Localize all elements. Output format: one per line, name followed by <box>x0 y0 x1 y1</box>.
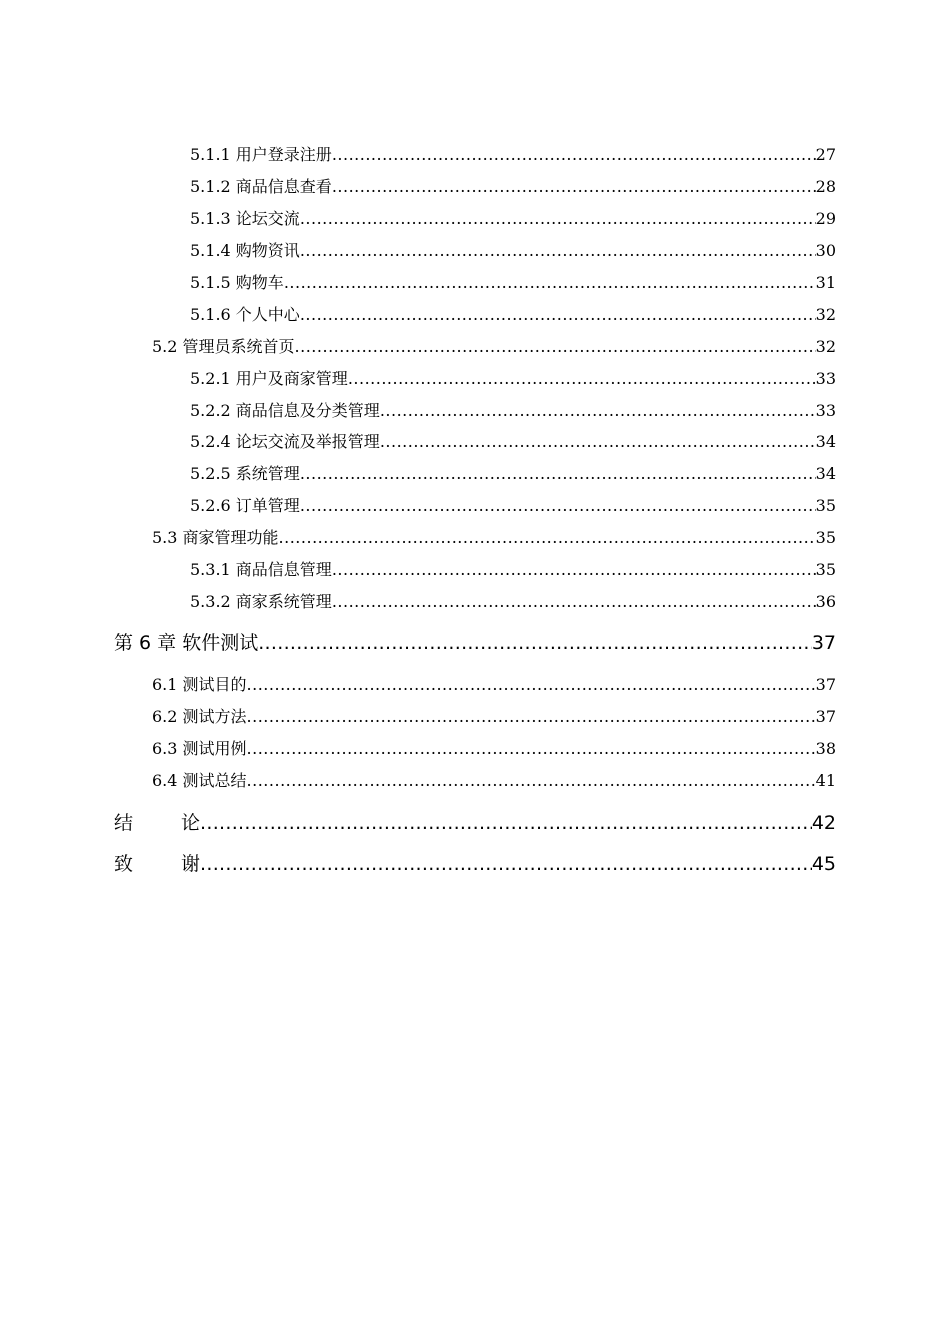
toc-entry-5-1-6[interactable] <box>190 302 836 325</box>
toc-page-number: 32 <box>815 305 836 324</box>
toc-dot-leader <box>247 707 816 726</box>
toc-entry-5-2[interactable] <box>152 334 836 357</box>
toc-entry-5-1-4[interactable] <box>190 238 836 261</box>
toc-dot-leader <box>332 177 816 196</box>
toc-dot-leader <box>200 853 812 875</box>
toc-dot-leader <box>332 592 816 611</box>
toc-dot-leader <box>380 401 816 420</box>
toc-dot-leader <box>332 145 816 164</box>
toc-entry-6-3[interactable] <box>152 736 836 759</box>
toc-page-number: 33 <box>815 369 836 388</box>
toc-page-number: 31 <box>815 273 836 292</box>
toc-page-number: 45 <box>811 853 836 875</box>
toc-entry-chapter-6[interactable] <box>114 628 836 655</box>
toc-entry-label: 第 6 章 软件测试 <box>114 632 259 654</box>
toc-dot-leader <box>300 464 816 483</box>
toc-page-number: 42 <box>811 812 836 834</box>
toc-entry-6-1[interactable] <box>152 672 836 695</box>
toc-page-number: 28 <box>815 177 836 196</box>
toc-entry-5-2-1[interactable] <box>190 366 836 389</box>
toc-entry-5-1-2[interactable] <box>190 174 836 197</box>
toc-entry-label: 5.1.1 用户登录注册 <box>190 145 332 164</box>
toc-entry-label: 5.2 管理员系统首页 <box>152 337 295 356</box>
toc-entry-label: 5.1.6 个人中心 <box>190 305 300 324</box>
toc-page-number: 33 <box>815 401 836 420</box>
toc-dot-leader <box>380 432 816 451</box>
toc-page-number: 29 <box>815 209 836 228</box>
toc-entry-label: 5.3 商家管理功能 <box>152 528 279 547</box>
toc-page-number: 37 <box>815 675 836 694</box>
toc-page-number: 37 <box>811 632 836 654</box>
toc-entry-label <box>114 849 200 876</box>
toc-page-number: 41 <box>815 771 836 790</box>
toc-entry-conclusion[interactable] <box>114 808 836 835</box>
toc-entry-6-4[interactable] <box>152 768 836 791</box>
toc-entry-label: 5.1.3 论坛交流 <box>190 209 300 228</box>
toc-entry-5-3[interactable] <box>152 525 836 548</box>
toc-entry-5-1-1[interactable] <box>190 142 836 165</box>
toc-label-part: 致 <box>114 853 134 875</box>
toc-dot-leader <box>300 496 816 515</box>
toc-entry-label: 5.2.5 系统管理 <box>190 464 300 483</box>
toc-entry-5-2-6[interactable] <box>190 493 836 516</box>
toc-dot-leader <box>300 209 816 228</box>
toc-dot-leader <box>247 739 816 758</box>
toc-entry-label: 6.3 测试用例 <box>152 739 247 758</box>
toc-entry-label: 5.2.2 商品信息及分类管理 <box>190 401 380 420</box>
toc-dot-leader <box>258 632 812 654</box>
toc-page-number: 27 <box>815 145 836 164</box>
toc-entry-label: 6.4 测试总结 <box>152 771 247 790</box>
toc-label-part: 结 <box>114 812 134 834</box>
toc-dot-leader <box>332 560 816 579</box>
toc-page-number: 35 <box>815 496 836 515</box>
toc-entry-label: 5.1.5 购物车 <box>190 273 284 292</box>
toc-entry-label: 5.2.1 用户及商家管理 <box>190 369 348 388</box>
toc-dot-leader <box>279 528 816 547</box>
toc-dot-leader <box>247 675 816 694</box>
toc-entry-5-3-2[interactable] <box>190 589 836 612</box>
toc-dot-leader <box>295 337 816 356</box>
toc-entry-acknowledgements[interactable] <box>114 849 836 876</box>
toc-entry-label: 5.2.4 论坛交流及举报管理 <box>190 432 380 451</box>
toc-page-number: 32 <box>815 337 836 356</box>
toc-entry-label: 6.2 测试方法 <box>152 707 247 726</box>
toc-entry-label: 6.1 测试目的 <box>152 675 247 694</box>
toc-page-number: 36 <box>815 592 836 611</box>
toc-label-part: 谢 <box>181 853 201 875</box>
toc-entry-5-2-4[interactable] <box>190 429 836 452</box>
toc-page-number: 38 <box>815 739 836 758</box>
toc-dot-leader <box>200 812 812 834</box>
toc-entry-6-2[interactable] <box>152 704 836 727</box>
toc-entry-5-2-2[interactable] <box>190 398 836 421</box>
toc-dot-leader <box>348 369 816 388</box>
toc-label-part: 论 <box>181 812 201 834</box>
toc-page-number: 34 <box>815 464 836 483</box>
toc-entry-label: 5.1.4 购物资讯 <box>190 241 300 260</box>
toc-page-number: 35 <box>815 560 836 579</box>
toc-dot-leader <box>247 771 816 790</box>
toc-entry-5-3-1[interactable] <box>190 557 836 580</box>
toc-entry-label: 5.1.2 商品信息查看 <box>190 177 332 196</box>
toc-dot-leader <box>284 273 816 292</box>
toc-dot-leader <box>300 305 816 324</box>
toc-page-number: 35 <box>815 528 836 547</box>
toc-entry-5-1-5[interactable] <box>190 270 836 293</box>
toc-page-number: 37 <box>815 707 836 726</box>
toc-page-number: 34 <box>815 432 836 451</box>
toc-page-number: 30 <box>815 241 836 260</box>
toc-entry-label: 5.3.2 商家系统管理 <box>190 592 332 611</box>
toc-entry-label: 5.2.6 订单管理 <box>190 496 300 515</box>
toc-entry-5-2-5[interactable] <box>190 461 836 484</box>
toc-entry-label: 5.3.1 商品信息管理 <box>190 560 332 579</box>
toc-entry-label <box>114 808 200 835</box>
toc-dot-leader <box>300 241 816 260</box>
toc-entry-5-1-3[interactable] <box>190 206 836 229</box>
